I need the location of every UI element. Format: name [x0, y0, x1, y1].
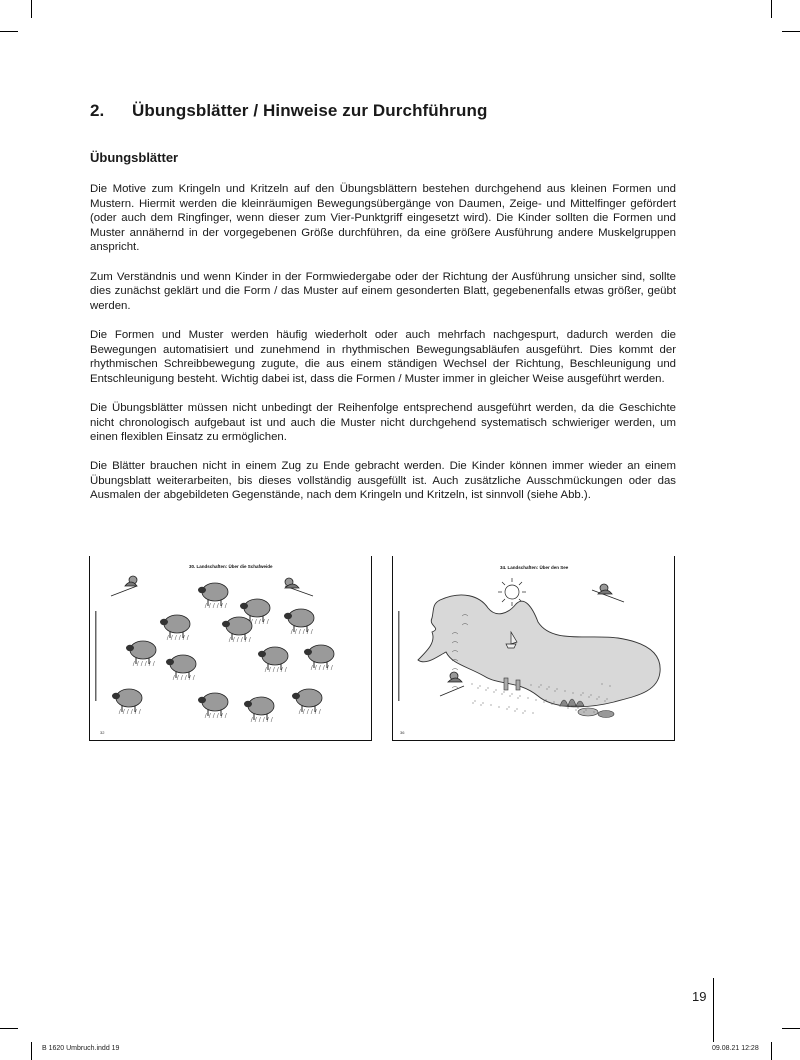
sand-dot — [493, 691, 494, 692]
crop-mark — [782, 31, 800, 32]
sand-dot — [606, 698, 607, 699]
wave-line — [452, 669, 458, 671]
sand-dot — [551, 703, 552, 704]
subheading: Übungsblätter — [90, 150, 179, 165]
sheep-meadow-illustration — [89, 556, 372, 741]
sand-dot — [604, 700, 605, 701]
sand-dot — [535, 699, 536, 700]
sand-dot — [522, 712, 523, 713]
lake-illustration — [392, 556, 675, 741]
section-heading — [90, 101, 487, 121]
sand-dot — [582, 692, 583, 693]
figure-caption: 30. Landschaften: Über die Schafweide — [189, 564, 273, 569]
wave-line — [452, 687, 458, 689]
sand-dot — [567, 707, 568, 708]
sand-dot — [561, 703, 562, 704]
paragraph: Zum Verständnis und wenn Kinder in der Formwiedergabe oder der Richtung der Ausführung unsicher sind, sollte dies zunächst geklärt und die Form / das Muster auf einem gesonderten Blatt, gegebenenfalls etwas größer, geübt werden. — [90, 270, 676, 312]
sheep-icon — [258, 647, 288, 672]
sand-dot — [503, 691, 504, 692]
sand-dot — [482, 702, 483, 703]
sand-dot — [569, 705, 570, 706]
sand-dot — [509, 695, 510, 696]
sand-dot — [583, 711, 584, 712]
sand-dot — [530, 684, 531, 685]
sand-dot — [609, 685, 610, 686]
sheep-icon — [304, 645, 334, 670]
sand-dot — [546, 688, 547, 689]
sand-dot — [514, 710, 515, 711]
figure-page-number: 32 — [100, 730, 105, 735]
crop-mark — [31, 1042, 32, 1060]
sand-dot — [545, 699, 546, 700]
sand-dot — [598, 696, 599, 697]
sand-dot — [538, 686, 539, 687]
sand-dot — [548, 686, 549, 687]
body-text — [90, 182, 676, 518]
sand-dot — [532, 712, 533, 713]
sand-dot — [601, 683, 602, 684]
sand-dot — [490, 704, 491, 705]
crop-mark — [771, 1042, 772, 1060]
sand-dot — [477, 687, 478, 688]
crop-mark — [771, 0, 772, 18]
sheep-icon — [292, 689, 322, 714]
sand-dot — [543, 701, 544, 702]
sand-dot — [572, 692, 573, 693]
sheep-icon — [198, 583, 228, 608]
sand-dot — [575, 709, 576, 710]
sand-dot — [596, 698, 597, 699]
crop-mark — [31, 0, 32, 18]
sheep-icon — [284, 609, 314, 634]
sand-dot — [559, 705, 560, 706]
sand-dot — [472, 702, 473, 703]
sand-dot — [593, 711, 594, 712]
sand-dot — [527, 697, 528, 698]
crop-mark — [0, 1028, 18, 1029]
slug-file: B 1620 Umbruch.indd 19 — [42, 1045, 120, 1052]
witch-icon — [440, 672, 464, 696]
sheep-icon — [160, 615, 190, 640]
witch-icon — [592, 584, 624, 602]
section-number: 2. — [90, 101, 105, 120]
sheep-icon — [222, 617, 252, 642]
sand-dot — [554, 690, 555, 691]
sand-dot — [519, 695, 520, 696]
sand-dot — [524, 710, 525, 711]
crop-mark — [0, 31, 18, 32]
sand-dot — [487, 687, 488, 688]
sheep-icon — [166, 655, 196, 680]
section-title: Übungsblätter / Hinweise zur Durchführung — [132, 101, 488, 120]
sand-dot — [540, 684, 541, 685]
sand-dot — [516, 708, 517, 709]
sand-dot — [585, 709, 586, 710]
slug-datetime: 09.08.21 12:28 — [712, 1045, 759, 1052]
page-number-rule — [713, 978, 714, 1042]
sand-dot — [553, 701, 554, 702]
paragraph: Die Formen und Muster werden häufig wiederholt oder auch mehrfach nachgespurt, dadurch werden die Bewegungen automatisiert und zunehmend in rhythmischen Bewegungsabläufen ausgeführt. Dies kommt der rhythmischen Schreibbewegung zugute, die aus einem ständigen Wechsel der Richtung, Beschleunigung und Entschleunigung besteht. Wichtig dabei ist, dass die Formen / Muster immer in gleicher Weise ausgeführt werden. — [90, 328, 676, 385]
figure-page-number: 36 — [400, 730, 405, 735]
sand-dot — [590, 694, 591, 695]
sand-dot — [495, 689, 496, 690]
sand-dot — [506, 708, 507, 709]
sand-dot — [479, 685, 480, 686]
figure-sheep-meadow — [89, 556, 372, 741]
sheep-icon — [112, 689, 142, 714]
sand-dot — [556, 688, 557, 689]
sand-dot — [588, 696, 589, 697]
figure-caption: 34. Landschaften: Über den See — [500, 565, 569, 570]
sand-dot — [508, 706, 509, 707]
sheep-icon — [244, 697, 274, 722]
sand-dot — [501, 693, 502, 694]
sand-dot — [480, 704, 481, 705]
sand-dot — [577, 707, 578, 708]
sand-dot — [564, 690, 565, 691]
page-number: 19 — [692, 989, 707, 1004]
sand-dot — [471, 683, 472, 684]
paragraph: Die Blätter brauchen nicht in einem Zug zu Ende gebracht werden. Die Kinder können immer wieder an einem Übungsblatt weiterarbeiten, bis dieses vollständig ausgefüllt ist. Auch zusätzliche Ausschmückungen oder das Ausmalen der abgebildeten Gegenstände, nach dem Kringeln und Kritzeln, ist sinnvoll (siehe Abb.). — [90, 460, 676, 502]
paragraph: Die Übungsblätter müssen nicht unbedingt der Reihenfolge entsprechend ausgeführt werden, da die Geschichte nicht chronologisch aufgebaut ist und auch die Muster nicht durchgehend systematisch schwieriger werden, um einen flexiblen Einsatz zu ermöglichen. — [90, 401, 676, 444]
witch-icon — [285, 578, 313, 596]
sand-dot — [580, 694, 581, 695]
sand-dot — [517, 697, 518, 698]
paragraph: Die Motive zum Kringeln und Kritzeln auf den Übungsblättern bestehen durchgehend aus kleinen Formen und Mustern. Hiermit werden die kleinräumigen Bewegungsübergänge von Daumen, Zeige- und Mittelfinger gefördert (oder auch dem Ringfinger, wenn dieser zum Vier-Punktgriff eingesetzt wird). Die Kinder sollten die Formen und Muster annähernd in der vorgegebenen Größe durchführen, da eine größere Ausführung andere Muskelgruppen anspricht. — [90, 183, 676, 254]
sheep-icon — [126, 641, 156, 666]
figure-lake — [392, 556, 675, 741]
sand-dot — [511, 693, 512, 694]
sand-dot — [498, 706, 499, 707]
witch-icon — [111, 576, 137, 596]
sand-dot — [474, 700, 475, 701]
sheep-icon — [198, 693, 228, 718]
sand-dot — [485, 689, 486, 690]
crop-mark — [782, 1028, 800, 1029]
